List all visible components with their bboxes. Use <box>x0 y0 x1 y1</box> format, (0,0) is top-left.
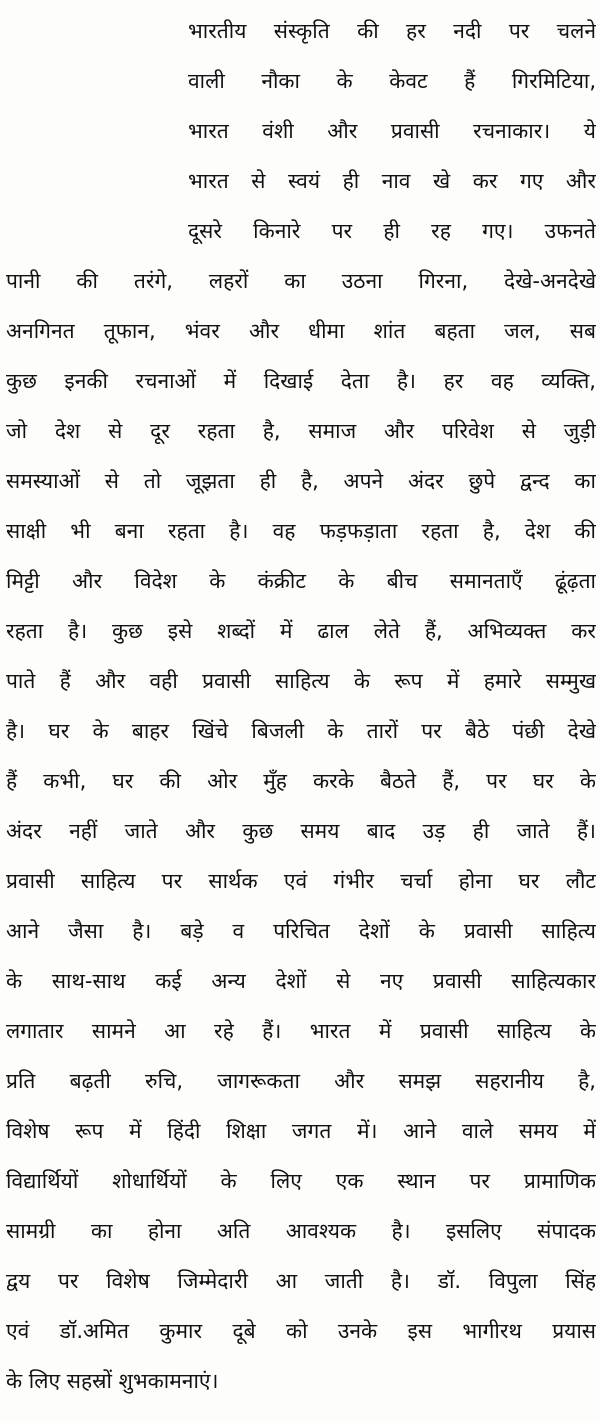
text-line: भारत से स्वयं ही नाव खे कर गए और <box>188 169 596 193</box>
text-line: के लिए सहस्रों शुभकामनाएं। <box>6 1369 219 1393</box>
text-line: दूसरे किनारे पर ही रह गए। उफनते <box>188 219 596 243</box>
text-line: प्रवासी साहित्य पर सार्थक एवं गंभीर चर्चा होना घर लौट <box>6 869 596 893</box>
text-line: द्वय पर विशेष जिम्मेदारी आ जाती है। डॉ. विपुला सिंह <box>6 1269 596 1293</box>
text-line: प्रति बढ़ती रुचि, जागरूकता और समझ सहरानीय है, <box>6 1069 596 1093</box>
text-line: पानी की तरंगे, लहरों का उठना गिरना, देखे-अनदेखे <box>6 269 596 293</box>
text-line: विद्यार्थियों शोधार्थियों के लिए एक स्थान पर प्रामाणिक <box>6 1169 596 1193</box>
text-line: लगातार सामने आ रहे हैं। भारत में प्रवासी साहित्य के <box>6 1019 596 1043</box>
text-line: साक्षी भी बना रहता है। वह फड़फड़ाता रहता है, देश की <box>6 519 596 543</box>
text-line: आने जैसा है। बड़े व परिचित देशों के प्रवासी साहित्य <box>6 919 596 943</box>
text-line: अनगिनत तूफान, भंवर और धीमा शांत बहता जल, सब <box>6 319 596 343</box>
text-line: जो देश से दूर रहता है, समाज और परिवेश से जुड़ी <box>6 419 596 443</box>
text-line: कुछ इनकी रचनाओं में दिखाई देता है। हर वह व्यक्ति, <box>6 369 596 393</box>
text-line: सामग्री का होना अति आवश्यक है। इसलिए संपादक <box>6 1219 596 1243</box>
text-line: विशेष रूप में हिंदी शिक्षा जगत में। आने वाले समय में <box>6 1119 596 1143</box>
text-line: भारतीय संस्कृति की हर नदी पर चलने <box>188 19 596 43</box>
text-line: वाली नौका के केवट हैं गिरमिटिया, <box>188 69 596 93</box>
text-line: रहता है। कुछ इसे शब्दों में ढाल लेते हैं, अभिव्यक्त कर <box>6 619 596 643</box>
text-line: एवं डॉ.अमित कुमार दूबे को उनके इस भागीरथ प्रयास <box>6 1319 596 1343</box>
text-line: हैं कभी, घर की ओर मुँह करके बैठते हैं, पर घर के <box>6 769 596 793</box>
text-line: के साथ-साथ कई अन्य देशों से नए प्रवासी साहित्यकार <box>6 969 596 993</box>
text-line: मिट्टी और विदेश के कंक्रीट के बीच समानताएँ ढूंढ़ता <box>6 569 596 593</box>
text-line: अंदर नहीं जाते और कुछ समय बाद उड़ ही जाते हैं। <box>6 819 596 843</box>
text-line: पाते हैं और वही प्रवासी साहित्य के रूप में हमारे सम्मुख <box>6 669 596 693</box>
text-line: भारत वंशी और प्रवासी रचनाकार। ये <box>188 119 596 143</box>
text-line: समस्याओं से तो जूझता ही है, अपने अंदर छुपे द्वन्द का <box>6 469 596 493</box>
text-line: है। घर के बाहर खिंचे बिजली के तारों पर बैठे पंछी देखे <box>6 719 596 743</box>
